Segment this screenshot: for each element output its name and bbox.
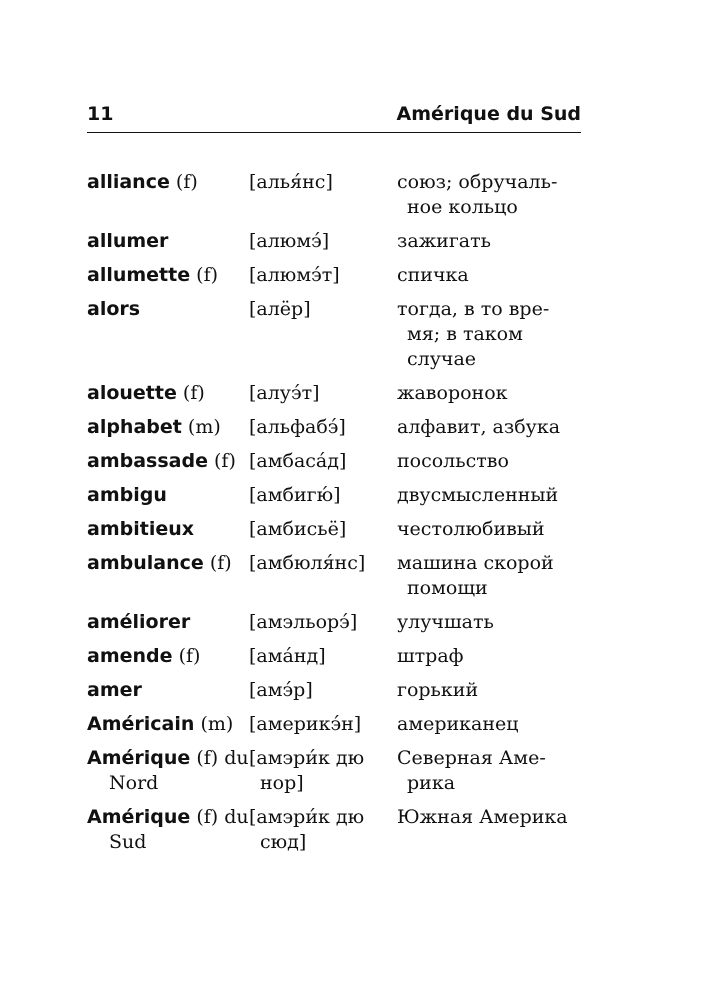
dictionary-entry — [87, 678, 581, 703]
translation: зажигать — [397, 230, 491, 252]
pronunciation: [ама́нд] — [249, 645, 326, 667]
pronunciation: [амэ́р] — [249, 679, 313, 701]
pronunciation: [амбаса́д] — [249, 450, 347, 472]
entry-word — [87, 229, 249, 254]
translation: честолюбивый — [397, 518, 545, 540]
entry-word — [87, 610, 249, 635]
translation: двусмысленный — [397, 484, 559, 506]
headword: Amérique — [87, 806, 191, 828]
gender-label: (f) — [182, 382, 205, 404]
dictionary-entry — [87, 170, 581, 220]
translation: жаворонок — [397, 382, 508, 404]
entry-word — [87, 551, 249, 601]
entry-word — [87, 517, 249, 542]
translation: штраф — [397, 645, 464, 667]
gender-label: (f) — [175, 171, 198, 193]
entry-word — [87, 263, 249, 288]
translation: горький — [397, 679, 479, 701]
translation: машина скорой помощи — [397, 552, 554, 599]
pronunciation: [амэри́к дю сюд] — [249, 806, 365, 853]
gender-label: (f) du Sud — [109, 806, 249, 853]
gender-label: (f) — [209, 552, 232, 574]
page-number: 11 — [87, 103, 114, 125]
translation: тогда, в то вре-мя; в таком случае — [397, 298, 550, 370]
translation: посольство — [397, 450, 509, 472]
entry-word — [87, 712, 249, 737]
pronunciation: [алёр] — [249, 298, 311, 320]
dictionary-entries — [87, 170, 581, 864]
entry-word — [87, 415, 249, 440]
pronunciation: [алюмэ́] — [249, 230, 330, 252]
page-header — [87, 102, 581, 133]
dictionary-entry — [87, 712, 581, 737]
entry-word — [87, 170, 249, 220]
headword: alors — [87, 298, 141, 320]
headword: ambigu — [87, 484, 167, 506]
entry-word — [87, 805, 249, 855]
translation: союз; обручаль-ное кольцо — [397, 171, 558, 218]
dictionary-entry — [87, 746, 581, 796]
translation: американец — [397, 713, 519, 735]
translation: алфавит, азбука — [397, 416, 561, 438]
dictionary-entry — [87, 229, 581, 254]
translation: улучшать — [397, 611, 494, 633]
entry-word — [87, 746, 249, 796]
headword: Américain — [87, 713, 195, 735]
pronunciation: [амэльорэ́] — [249, 611, 358, 633]
pronunciation: [амбигю́] — [249, 484, 341, 506]
dictionary-entry — [87, 644, 581, 669]
pronunciation: [амэри́к дю нор] — [249, 747, 365, 794]
headword: améliorer — [87, 611, 191, 633]
translation: Южная Америка — [397, 806, 568, 828]
headword: allumette — [87, 264, 191, 286]
pronunciation: [америкэ́н] — [249, 713, 362, 735]
dictionary-entry — [87, 551, 581, 601]
pronunciation: [алюмэ́т] — [249, 264, 340, 286]
dictionary-entry — [87, 610, 581, 635]
pronunciation: [амбисьё] — [249, 518, 347, 540]
gender-label: (m) — [200, 713, 234, 735]
gender-label: (m) — [187, 416, 221, 438]
gender-label: (f) du Nord — [109, 747, 249, 794]
dictionary-entry — [87, 263, 581, 288]
gender-label: (f) — [214, 450, 236, 472]
entry-word — [87, 297, 249, 372]
headword: amer — [87, 679, 142, 701]
headword: alphabet — [87, 416, 182, 438]
gender-label: (f) — [178, 645, 201, 667]
dictionary-entry — [87, 449, 581, 474]
headword: Amérique — [87, 747, 191, 769]
headword: ambulance — [87, 552, 204, 574]
entry-word — [87, 483, 249, 508]
headword: alliance — [87, 171, 170, 193]
headword: allumer — [87, 230, 169, 252]
headword: alouette — [87, 382, 177, 404]
entry-word — [87, 678, 249, 703]
dictionary-entry — [87, 415, 581, 440]
pronunciation: [алья́нс] — [249, 171, 333, 193]
entry-word — [87, 644, 249, 669]
pronunciation: [альфабэ́] — [249, 416, 346, 438]
translation: спичка — [397, 264, 469, 286]
headword: amende — [87, 645, 173, 667]
dictionary-entry — [87, 297, 581, 372]
headword: ambitieux — [87, 518, 194, 540]
gender-label: (f) — [196, 264, 219, 286]
dictionary-entry — [87, 483, 581, 508]
entry-word — [87, 449, 249, 474]
dictionary-entry — [87, 805, 581, 855]
pronunciation: [амбюля́нс] — [249, 552, 366, 574]
pronunciation: [алуэ́т] — [249, 382, 320, 404]
dictionary-entry — [87, 381, 581, 406]
running-head: Amérique du Sud — [396, 103, 581, 125]
dictionary-entry — [87, 517, 581, 542]
headword: ambassade — [87, 450, 208, 472]
translation: Северная Аме-рика — [397, 747, 546, 794]
entry-word — [87, 381, 249, 406]
